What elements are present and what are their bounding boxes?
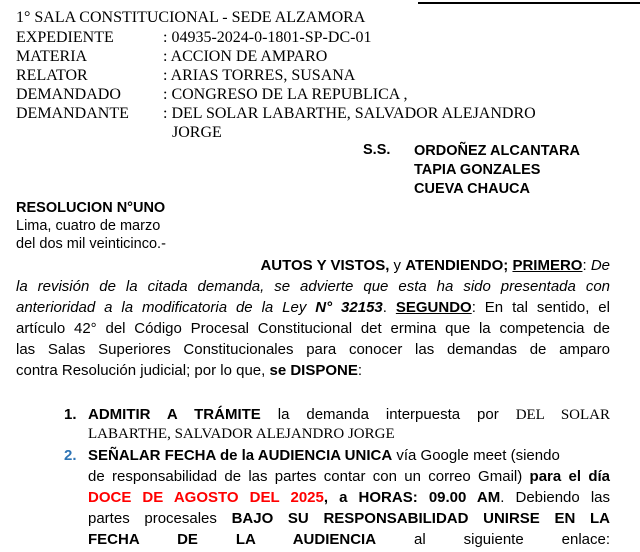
admitir-a-tramite: ADMITIR A TRÁMITE <box>88 406 261 423</box>
item-1-line-2: LABARTHE, SALVADOR ALEJANDRO JORGE <box>88 426 395 442</box>
relator-value: : ARIAS TORRES, SUSANA <box>163 67 356 84</box>
item-text: la demanda interpuesta por <box>260 406 516 423</box>
item-2-line-2 <box>88 466 610 487</box>
materia-label: MATERIA <box>16 48 88 65</box>
item-1-line-1 <box>88 404 610 426</box>
resolution-date-line: Lima, cuatro de marzo <box>16 218 161 234</box>
relator-label: RELATOR <box>16 67 88 84</box>
demandante-value-cont: JORGE <box>172 124 222 141</box>
demandado-label: DEMANDADO <box>16 86 121 103</box>
resolution-date-line: del dos mil veinticinco.- <box>16 236 166 252</box>
law-number: N° 32153 <box>315 299 383 316</box>
item-text: al siguiente enlace: <box>376 531 611 548</box>
body-text: . <box>382 299 396 316</box>
court-title: 1° SALA CONSTITUCIONAL - SEDE ALZAMORA <box>16 9 366 26</box>
primero-heading: PRIMERO <box>512 257 583 274</box>
judge-name: ORDOÑEZ ALCANTARA <box>414 143 580 159</box>
responsibility-notice: BAJO SU RESPONSABILIDAD UNIRSE EN LA <box>231 510 610 527</box>
item-2-line-5 <box>88 529 610 550</box>
plaintiff-name: DEL SOLAR <box>515 407 611 423</box>
judges-label: S.S. <box>363 142 391 158</box>
expediente-value: : 04935-2024-0-1801-SP-DC-01 <box>163 29 372 46</box>
demandante-value: : DEL SOLAR LABARTHE, SALVADOR ALEJANDRO <box>163 105 536 122</box>
hearing-date: DOCE DE AGOSTO DEL 2025 <box>88 489 324 506</box>
demandante-label: DEMANDANTE <box>16 105 129 122</box>
item-2-line-1 <box>88 445 610 466</box>
item-text: vía Google meet (siendo <box>392 447 560 464</box>
body-line-2: la revisión de la citada demanda, se advierte que esta ha sido presentada con <box>16 278 610 295</box>
list-number: 2. <box>64 447 77 464</box>
materia-value: : ACCION DE AMPARO <box>163 48 328 65</box>
body-text: : En tal sentido, el <box>471 299 610 316</box>
segundo-heading: SEGUNDO <box>395 299 472 316</box>
body-line-3 <box>16 297 610 318</box>
body-text: De <box>586 257 610 274</box>
item-text: partes procesales <box>88 510 232 527</box>
hearing-time: , a HORAS: 09.00 AM <box>323 489 501 506</box>
senalar-fecha: SEÑALAR FECHA de la AUDIENCIA UNICA <box>88 447 393 464</box>
item-2-line-3 <box>88 487 610 508</box>
body-line-5: las Salas Superiores Constitucionales para conocer las demandas de amparo <box>16 341 610 358</box>
body-text: : <box>357 362 363 379</box>
item-text: . Debiendo las <box>500 489 610 506</box>
item-text: de responsabilidad de las partes contar con un correo Gmail) <box>88 468 530 485</box>
body-line-4: artículo 42° del Código Procesal Constitucional det ermina que la competencia de <box>16 320 610 337</box>
body-line-1 <box>16 255 610 276</box>
item-2-line-4 <box>88 508 610 529</box>
list-number: 1. <box>64 406 77 423</box>
para-el-dia: para el día <box>529 468 610 485</box>
body-text: y <box>389 257 406 274</box>
demandado-value: : CONGRESO DE LA REPUBLICA , <box>163 86 408 103</box>
body-line-6 <box>16 360 610 381</box>
body-text: contra Resolución judicial; por lo que, <box>16 362 270 379</box>
autos-y-vistos: AUTOS Y VISTOS, <box>260 257 390 274</box>
dispone: se DISPONE <box>269 362 358 379</box>
body-text: : <box>582 257 587 274</box>
body-text: anterioridad a la modificatoria de la Ley <box>16 299 316 316</box>
top-rule <box>418 2 640 4</box>
judge-name: CUEVA CHAUCA <box>414 181 530 197</box>
judge-name: TAPIA GONZALES <box>414 162 541 178</box>
expediente-label: EXPEDIENTE <box>16 29 114 46</box>
resolution-title: RESOLUCION N°UNO <box>16 200 166 216</box>
fecha-de-la-audiencia: FECHA DE LA AUDIENCIA <box>88 531 377 548</box>
atendiendo: ATENDIENDO; <box>405 257 509 274</box>
